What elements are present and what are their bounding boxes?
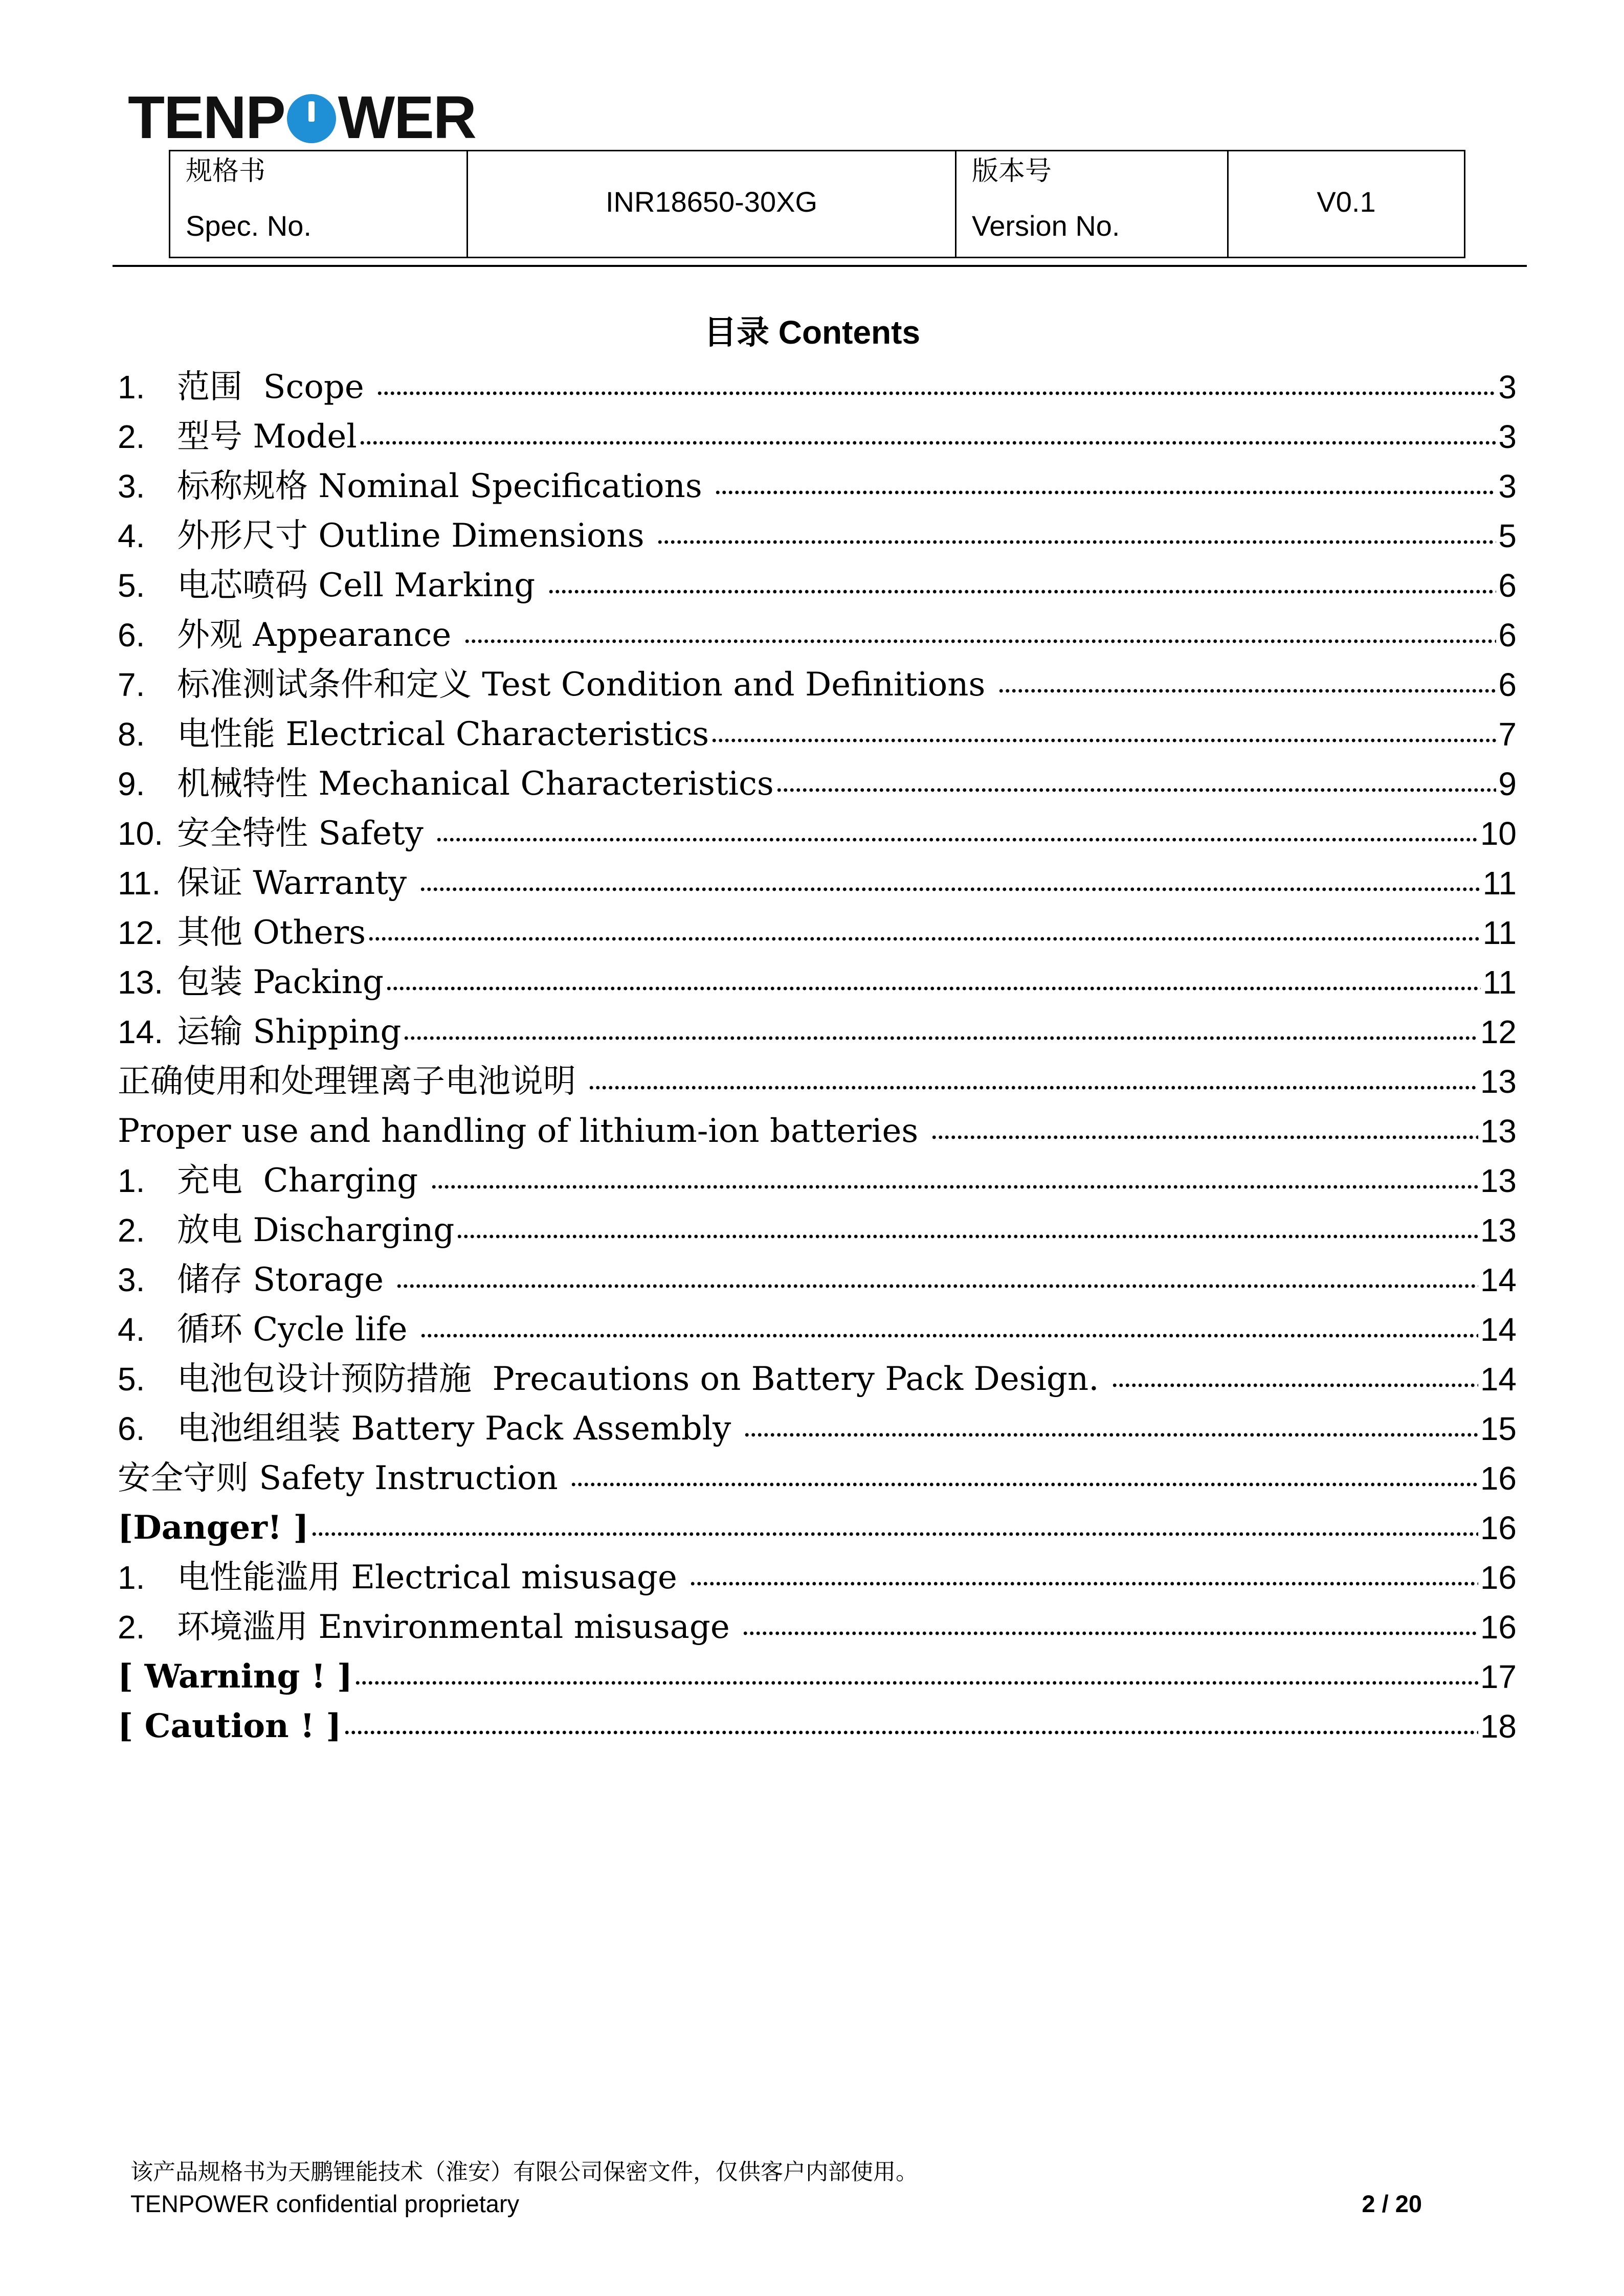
toc-entry[interactable] [118,1404,1517,1453]
spec-value-cell [468,151,956,257]
toc-entry-page: 16 [1480,1559,1517,1596]
version-value-cell [1229,151,1464,257]
toc-entry-title: 循环 Cycle life [177,1310,418,1348]
toc-entry-page: 15 [1480,1410,1517,1447]
toc-entry-number: 1. [118,368,145,406]
toc-entry-page: 13 [1480,1063,1517,1100]
toc-entry[interactable] [118,1602,1517,1652]
toc-entry-title: 电池包设计预防措施 Precautions on Battery Pack Design. [177,1360,1109,1398]
toc-entry[interactable] [118,957,1517,1007]
toc-entry-page: 18 [1480,1707,1517,1745]
toc-dot-leader [436,835,1478,845]
toc-dot-leader [588,1083,1478,1093]
toc-entry[interactable] [118,1255,1517,1304]
toc-entry-title: 保证 Warranty [177,864,417,902]
toc-entry-title: 电芯喷码 Cell Marking [177,566,546,604]
toc-entry-page: 14 [1480,1360,1517,1398]
toc-entry[interactable] [118,610,1517,660]
toc-entry-number: 2. [118,1608,145,1646]
toc-entry[interactable] [118,1156,1517,1205]
toc-entry-number: 7. [118,666,145,703]
header-divider [113,265,1527,267]
toc-entry-title: 包装 Packing [177,963,384,1001]
toc-entry[interactable] [118,1106,1517,1156]
toc-entry-number: 12. [118,914,163,951]
toc-dot-leader [931,1132,1478,1142]
toc-entry[interactable] [118,660,1517,709]
toc-entry-title: 标准测试条件和定义 Test Condition and Definitions [177,665,996,704]
toc-entry[interactable] [118,759,1517,808]
tenpower-logo [128,84,476,151]
toc-entry-page: 3 [1498,418,1517,455]
toc-entry[interactable] [118,560,1517,610]
toc-entry[interactable] [118,1007,1517,1056]
toc-entry-page: 13 [1480,1112,1517,1150]
toc-entry-title: Proper use and handling of lithium-ion batteries [118,1112,929,1150]
toc-dot-leader [396,1281,1478,1291]
toc-entry[interactable] [118,1652,1517,1701]
power-icon [287,94,336,143]
toc-entry-number: 5. [118,1360,145,1398]
toc-entry-number: 5. [118,567,145,604]
toc-entry-title: 电性能滥用 Electrical misusage [177,1558,688,1596]
toc-dot-leader [368,934,1481,944]
toc-entry-number: 1. [118,1162,145,1199]
toc-entry-title: 安全特性 Safety [177,814,434,852]
toc-entry[interactable] [118,1552,1517,1602]
page-number: 2 / 20 [1362,2190,1422,2217]
toc-entry-title: 电池组组装 Battery Pack Assembly [177,1409,742,1448]
toc-title: 目录 Contents [703,314,921,351]
toc-entry-number: 6. [118,1410,145,1447]
spec-value: INR18650-30XG [605,185,817,218]
toc-entry[interactable] [118,808,1517,858]
version-label-cell [956,151,1229,257]
toc-entry-title: 外观 Appearance [177,616,462,654]
toc-dot-leader [311,1529,1478,1539]
toc-dot-leader [376,388,1496,398]
toc-entry-page: 6 [1498,567,1517,604]
toc-dot-leader [744,1430,1478,1440]
toc-dot-leader [548,587,1496,597]
toc-dot-leader [689,1579,1478,1589]
toc-entry-title: 环境滥用 Environmental misusage [177,1608,741,1646]
toc-entry-title: 外形尺寸 Outline Dimensions [177,516,655,555]
toc-entry-number: 6. [118,616,145,654]
toc-entry-title: 机械特性 Mechanical Characteristics [177,764,774,803]
toc-dot-leader [715,487,1496,498]
toc-entry-number: 1. [118,1559,145,1596]
toc-entry-page: 13 [1480,1162,1517,1199]
toc-entry-title: 型号 Model [177,417,357,456]
toc-entry-title: 标称规格 Nominal Specifications [177,467,713,505]
toc-entry-title: 放电 Discharging [177,1211,455,1249]
spec-label-en: Spec. No. [186,210,312,242]
toc-entry-number: 14. [118,1013,163,1050]
toc-entry-number: 4. [118,1311,145,1348]
toc-dot-leader [711,735,1496,746]
toc-entry[interactable] [118,1354,1517,1404]
toc-entry-title: [ Caution ! ] [118,1706,342,1745]
toc-entry-page: 10 [1480,815,1517,852]
toc-entry-page: 9 [1498,765,1517,802]
version-value: V0.1 [1317,185,1376,218]
toc-entry-page: 17 [1480,1658,1517,1695]
toc-entry-page: 3 [1498,368,1517,406]
toc-entry-title: [ Warning ! ] [118,1657,353,1696]
footer-confidential-cn: 该产品规格书为天鹏锂能技术（淮安）有限公司保密文件，仅供客户内部使用。 [130,2159,918,2185]
toc-dot-leader [998,686,1496,696]
toc-entry[interactable] [118,1056,1517,1106]
toc-entry-title: 运输 Shipping [177,1012,402,1051]
spec-header-table [169,150,1465,258]
toc-dot-leader [776,785,1496,795]
spec-label-cn: 规格书 [186,156,266,187]
toc-entry-page: 11 [1482,864,1517,902]
toc-entry-number: 10. [118,815,163,852]
toc-entry-page: 6 [1498,666,1517,703]
toc-dot-leader [359,438,1496,448]
toc-entry-number: 11. [118,864,161,902]
logo-text-start: TENP [128,84,285,151]
toc-dot-leader [354,1678,1478,1688]
toc-dot-leader [1111,1380,1478,1390]
toc-entry-number: 2. [118,1211,145,1249]
toc-entry-number: 4. [118,517,145,554]
toc-entry-page: 11 [1482,914,1517,951]
toc-entry[interactable] [118,1701,1517,1751]
toc-dot-leader [419,884,1481,894]
toc-entry-number: 2. [118,418,145,455]
toc-entry-page: 16 [1480,1459,1517,1497]
toc-entry-title: 安全守则 Safety Instruction [118,1459,569,1497]
toc-entry-title: 储存 Storage [177,1260,394,1299]
toc-entry-page: 14 [1480,1311,1517,1348]
toc-entry-title: 正确使用和处理锂离子电池说明 [118,1062,587,1100]
toc-entry[interactable] [118,709,1517,759]
footer-confidential-en: TENPOWER confidential proprietary [130,2190,520,2217]
toc-entry-title: 范围 Scope [177,368,375,406]
toc-entry-title: 充电 Charging [177,1161,429,1200]
toc-entry[interactable] [118,461,1517,511]
toc-entry-number: 8. [118,715,145,753]
toc-entry-page: 11 [1482,963,1517,1001]
toc-entry[interactable] [118,511,1517,560]
toc-entry-page: 16 [1480,1509,1517,1546]
toc-dot-leader [403,1033,1478,1043]
toc-entry[interactable] [118,1304,1517,1354]
version-label-cn: 版本号 [972,156,1052,187]
toc-entry-number: 3. [118,467,145,505]
toc-dot-leader [657,537,1496,547]
toc-entry[interactable] [118,362,1517,412]
toc-entry-page: 13 [1480,1211,1517,1249]
toc-entry-page: 12 [1480,1013,1517,1050]
toc-entry-number: 13. [118,963,163,1001]
toc-entry-page: 3 [1498,467,1517,505]
logo-text-end: WER [338,84,476,151]
toc-entry[interactable] [118,858,1517,908]
toc-dot-leader [464,636,1496,646]
toc-entry[interactable] [118,1503,1517,1552]
toc-entry-title: 其他 Others [177,913,366,952]
toc-entry[interactable] [118,412,1517,461]
toc-dot-leader [431,1182,1478,1192]
toc-dot-leader [386,983,1481,994]
toc-list [118,362,1517,1751]
toc-entry-number: 3. [118,1261,145,1298]
toc-entry-number: 9. [118,765,145,802]
toc-entry-page: 14 [1480,1261,1517,1298]
toc-entry[interactable] [118,908,1517,957]
toc-entry-title: [Danger! ] [118,1508,309,1547]
toc-dot-leader [570,1479,1478,1490]
toc-entry[interactable] [118,1205,1517,1255]
toc-dot-leader [344,1727,1478,1738]
toc-dot-leader [420,1331,1478,1341]
spec-label-cell [170,151,468,257]
toc-dot-leader [742,1628,1478,1638]
toc-entry-page: 5 [1498,517,1517,554]
toc-entry-title: 电性能 Electrical Characteristics [177,715,709,753]
toc-dot-leader [456,1231,1478,1242]
toc-entry-page: 16 [1480,1608,1517,1646]
toc-entry-page: 7 [1498,715,1517,753]
toc-entry[interactable] [118,1453,1517,1503]
toc-entry-page: 6 [1498,616,1517,654]
version-label-en: Version No. [972,210,1120,242]
